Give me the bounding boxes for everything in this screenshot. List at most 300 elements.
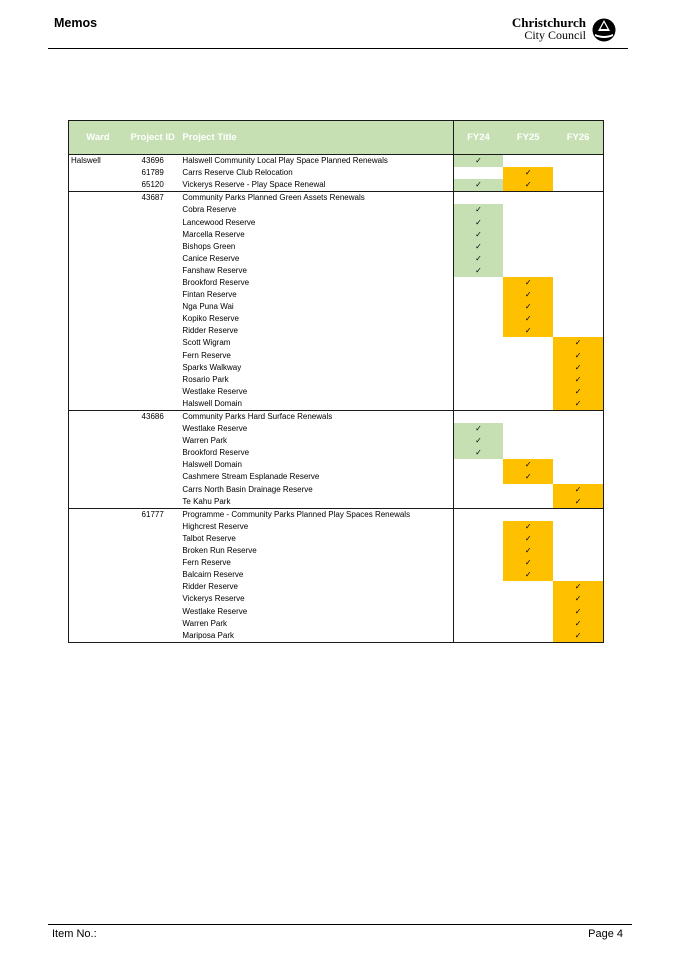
- cell-ward: [69, 496, 125, 509]
- cell-fy26: [553, 313, 603, 325]
- cell-project-title: Nga Puna Wai: [182, 302, 234, 312]
- cell-project-id: [125, 484, 181, 496]
- cell-ward: [69, 337, 125, 349]
- cell-ward: [69, 398, 125, 411]
- cell-project-id: [125, 313, 181, 325]
- table-row: [69, 265, 604, 277]
- cell-project-title: Talbot Reserve: [182, 533, 236, 543]
- cell-fy25: [503, 508, 553, 521]
- cell-ward: [69, 435, 125, 447]
- cell-project-id: [125, 459, 181, 471]
- table-row: [69, 179, 604, 192]
- cell-project-id: [125, 569, 181, 581]
- cell-ward: [69, 350, 125, 362]
- check-icon: ✓: [524, 180, 532, 190]
- cell-fy26: [553, 569, 603, 581]
- cell-project-id: 61777: [125, 508, 181, 521]
- table-row: [69, 459, 604, 471]
- cell-ward: [69, 581, 125, 593]
- cell-fy26: [553, 605, 603, 617]
- cell-fy26: [553, 581, 603, 593]
- table-row: [69, 423, 604, 435]
- col-header-fy25: FY25: [503, 121, 553, 155]
- cell-ward: [69, 362, 125, 374]
- table-row: [69, 398, 604, 411]
- projects-table: [68, 120, 604, 643]
- check-icon: ✓: [475, 229, 482, 239]
- table-row: [69, 605, 604, 617]
- check-icon: ✓: [574, 594, 582, 604]
- cell-project-title: Highcrest Reserve: [182, 521, 249, 531]
- check-icon: ✓: [574, 484, 582, 494]
- cell-ward: [69, 569, 125, 581]
- cell-project-title: Fintan Reserve: [182, 290, 237, 300]
- table-row: [69, 167, 604, 179]
- cell-fy24: [453, 557, 503, 569]
- cell-fy26: [553, 204, 603, 216]
- cell-project-id: [125, 593, 181, 605]
- cell-ward: [69, 229, 125, 241]
- table-row: [69, 253, 604, 265]
- cell-fy24: [453, 325, 503, 337]
- cell-fy24: [453, 386, 503, 398]
- check-icon: ✓: [524, 533, 532, 543]
- cell-project-id: [125, 618, 181, 630]
- cell-fy24: [453, 337, 503, 349]
- table-row: [69, 593, 604, 605]
- cell-project-id: 65120: [141, 180, 164, 190]
- cell-project-title: Westlake Reserve: [182, 606, 248, 616]
- cell-project-title: Vickerys Reserve: [182, 594, 245, 604]
- cell-ward: [69, 313, 125, 325]
- check-icon: ✓: [475, 436, 482, 446]
- table-row: [69, 496, 604, 509]
- cell-project-title: Rosario Park: [182, 374, 229, 384]
- cell-fy24: [453, 374, 503, 386]
- cell-fy24: [453, 229, 503, 241]
- cell-fy26: [553, 533, 603, 545]
- cell-ward: [69, 521, 125, 533]
- cell-project-title: Westlake Reserve: [182, 386, 248, 396]
- cell-fy25: [503, 277, 553, 289]
- cell-project-id: [125, 216, 181, 228]
- cell-fy24: [453, 155, 503, 168]
- cell-fy26: [553, 374, 603, 386]
- cell-fy25: [503, 447, 553, 459]
- cell-fy24: [453, 593, 503, 605]
- cell-fy24: [453, 313, 503, 325]
- cell-project-title: Brookford Reserve: [182, 448, 250, 458]
- cell-ward: [69, 204, 125, 216]
- cell-fy25: [503, 362, 553, 374]
- check-icon: ✓: [574, 386, 582, 396]
- cell-fy24: [453, 289, 503, 301]
- cell-project-id: [125, 362, 181, 374]
- table-row: [69, 471, 604, 483]
- cell-fy26: [553, 192, 603, 205]
- table-row: [69, 362, 604, 374]
- cell-fy26: [553, 410, 603, 423]
- cell-fy24: [453, 253, 503, 265]
- cell-project-title: Halswell Community Local Play Space Planned Renewals: [180, 155, 453, 168]
- col-header-project-title: Project Title: [180, 121, 453, 155]
- cell-project-title: Canice Reserve: [182, 253, 240, 263]
- cell-project-id: [125, 229, 181, 241]
- cell-project-id: [125, 325, 181, 337]
- cell-project-id: [125, 521, 181, 533]
- cell-project-id: [125, 435, 181, 447]
- cell-fy26: [553, 229, 603, 241]
- cell-project-title: Ridder Reserve: [182, 582, 238, 592]
- cell-ward: [69, 423, 125, 435]
- cell-project-title: Community Parks Planned Green Assets Renewals: [180, 192, 453, 205]
- cell-fy26: [553, 423, 603, 435]
- cell-ward: [69, 630, 125, 643]
- cell-fy25: [503, 313, 553, 325]
- cell-fy26: [553, 521, 603, 533]
- cell-ward: [69, 459, 125, 471]
- cell-project-id: [125, 241, 181, 253]
- cell-fy24: [453, 204, 503, 216]
- check-icon: ✓: [574, 582, 582, 592]
- cell-project-title: Sparks Walkway: [182, 362, 242, 372]
- cell-fy24: [453, 216, 503, 228]
- check-icon: ✓: [524, 277, 532, 287]
- cell-fy26: [553, 618, 603, 630]
- table-row: [69, 241, 604, 253]
- cell-project-title: Warren Park: [182, 436, 228, 446]
- cell-fy25: [503, 435, 553, 447]
- cell-ward: [69, 410, 125, 423]
- cell-fy24: [453, 521, 503, 533]
- cell-fy25: [503, 533, 553, 545]
- cell-project-title: Brookford Reserve: [182, 277, 250, 287]
- table-row: [69, 484, 604, 496]
- check-icon: ✓: [475, 156, 482, 166]
- cell-fy26: [553, 362, 603, 374]
- cell-fy24: [453, 630, 503, 643]
- check-icon: ✓: [475, 448, 482, 458]
- cell-fy26: [553, 557, 603, 569]
- col-header-project-id: Project ID: [125, 121, 181, 155]
- cell-fy26: [553, 155, 603, 168]
- cell-project-title: Cashmere Stream Esplanade Reserve: [182, 472, 320, 482]
- cell-project-title: Kopiko Reserve: [182, 314, 239, 324]
- cell-ward: [69, 167, 125, 179]
- cell-project-title: Te Kahu Park: [182, 496, 231, 506]
- cell-ward: [69, 277, 125, 289]
- table-row: [69, 155, 604, 168]
- logo-text-line2: City Council: [524, 28, 586, 42]
- cell-project-id: [125, 557, 181, 569]
- cell-ward: [69, 253, 125, 265]
- check-icon: ✓: [524, 570, 532, 580]
- table-row: [69, 630, 604, 643]
- cell-project-title: Fern Reserve: [182, 350, 231, 360]
- cell-fy24: [453, 410, 503, 423]
- check-icon: ✓: [475, 180, 482, 190]
- cell-ward: [69, 508, 125, 521]
- check-icon: ✓: [524, 521, 532, 531]
- cell-project-id: [125, 253, 181, 265]
- check-icon: ✓: [475, 241, 482, 251]
- cell-ward: [69, 593, 125, 605]
- check-icon: ✓: [475, 253, 482, 263]
- cell-project-id: [125, 398, 181, 411]
- cell-fy24: [453, 569, 503, 581]
- footer-page-number: Page 4: [588, 928, 623, 940]
- cell-ward: [69, 241, 125, 253]
- cell-project-title: Scott Wigram: [182, 338, 231, 348]
- cell-fy25: [503, 545, 553, 557]
- cell-fy26: [553, 216, 603, 228]
- cell-project-title: Halswell Domain: [182, 398, 242, 408]
- cell-ward: [69, 618, 125, 630]
- cell-ward: [69, 605, 125, 617]
- cell-fy25: [503, 192, 553, 205]
- check-icon: ✓: [574, 606, 582, 616]
- cell-fy26: [553, 350, 603, 362]
- check-icon: ✓: [475, 424, 482, 434]
- cell-project-id: [125, 386, 181, 398]
- cell-project-title: Halswell Domain: [182, 460, 242, 470]
- cell-fy25: [503, 569, 553, 581]
- cell-fy24: [453, 265, 503, 277]
- cathedral-emblem-icon: [592, 18, 616, 42]
- cell-fy24: [453, 192, 503, 205]
- cell-ward: [69, 265, 125, 277]
- cell-ward: [69, 192, 125, 205]
- cell-project-title: Westlake Reserve: [182, 424, 248, 434]
- check-icon: ✓: [524, 558, 532, 568]
- cell-fy25: [503, 386, 553, 398]
- cell-fy26: [553, 545, 603, 557]
- cell-ward: Halswell: [69, 155, 125, 168]
- council-logo: [511, 15, 616, 44]
- cell-fy24: [453, 179, 503, 192]
- cell-ward: [69, 374, 125, 386]
- page-header-title: Memos: [54, 16, 98, 30]
- cell-fy24: [453, 398, 503, 411]
- check-icon: ✓: [574, 618, 582, 628]
- cell-fy25: [503, 618, 553, 630]
- cell-fy26: [553, 435, 603, 447]
- cell-fy25: [503, 350, 553, 362]
- cell-ward: [69, 301, 125, 313]
- cell-project-id: 43686: [125, 410, 181, 423]
- cell-project-title: Bishops Green: [182, 241, 236, 251]
- cell-project-title: Ridder Reserve: [182, 326, 238, 336]
- table-row: [69, 229, 604, 241]
- table-row: [69, 289, 604, 301]
- check-icon: ✓: [574, 398, 582, 408]
- footer-item-no: Item No.:: [52, 928, 97, 940]
- cell-fy25: [503, 521, 553, 533]
- cell-project-title: Programme - Community Parks Planned Play Spaces Renewals: [180, 508, 453, 521]
- cell-project-id: [125, 533, 181, 545]
- cell-fy26: [553, 508, 603, 521]
- table-row: [69, 447, 604, 459]
- check-icon: ✓: [475, 265, 482, 275]
- check-icon: ✓: [475, 217, 482, 227]
- cell-project-id: [125, 374, 181, 386]
- check-icon: ✓: [574, 362, 582, 372]
- cell-fy24: [453, 533, 503, 545]
- table-row: [69, 277, 604, 289]
- cell-fy25: [503, 265, 553, 277]
- cell-ward: [69, 533, 125, 545]
- cell-fy24: [453, 581, 503, 593]
- cell-fy26: [553, 496, 603, 509]
- cell-fy25: [503, 216, 553, 228]
- table-row: [69, 350, 604, 362]
- logo-text-line1: Christchurch: [511, 15, 586, 30]
- cell-fy25: [503, 179, 553, 192]
- cell-fy24: [453, 447, 503, 459]
- cell-fy24: [453, 459, 503, 471]
- cell-fy25: [503, 167, 553, 179]
- cell-project-title: Carrs North Basin Drainage Reserve: [182, 484, 313, 494]
- table-row: [69, 386, 604, 398]
- cell-fy25: [503, 241, 553, 253]
- cell-fy26: [553, 447, 603, 459]
- cell-project-id: 43687: [125, 192, 181, 205]
- table-row: [69, 301, 604, 313]
- table-row: [69, 545, 604, 557]
- check-icon: ✓: [574, 374, 582, 384]
- check-icon: ✓: [524, 302, 532, 312]
- cell-project-title: Balcairn Reserve: [182, 570, 244, 580]
- cell-fy26: [553, 630, 603, 643]
- cell-project-id: [125, 337, 181, 349]
- cell-project-id: [125, 423, 181, 435]
- check-icon: ✓: [524, 326, 532, 336]
- cell-fy25: [503, 337, 553, 349]
- cell-project-title: Marcella Reserve: [182, 229, 245, 239]
- cell-fy24: [453, 471, 503, 483]
- cell-ward: [69, 471, 125, 483]
- cell-fy25: [503, 155, 553, 168]
- table-row: [69, 533, 604, 545]
- cell-fy24: [453, 423, 503, 435]
- check-icon: ✓: [524, 314, 532, 324]
- cell-project-title: Mariposa Park: [182, 630, 234, 640]
- cell-project-title: Fern Reserve: [182, 558, 231, 568]
- cell-project-id: [125, 581, 181, 593]
- check-icon: ✓: [524, 290, 532, 300]
- cell-ward: [69, 289, 125, 301]
- col-header-fy26: FY26: [553, 121, 603, 155]
- cell-fy26: [553, 167, 603, 179]
- cell-project-id: [125, 350, 181, 362]
- col-header-ward: Ward: [69, 121, 125, 155]
- cell-project-title: Carrs Reserve Club Relocation: [182, 168, 293, 178]
- cell-fy25: [503, 253, 553, 265]
- table-row: [69, 374, 604, 386]
- cell-fy25: [503, 581, 553, 593]
- cell-fy26: [553, 289, 603, 301]
- cell-project-title: Lancewood Reserve: [182, 217, 256, 227]
- table-row: [69, 313, 604, 325]
- check-icon: ✓: [574, 630, 582, 640]
- check-icon: ✓: [574, 496, 582, 506]
- cell-ward: [69, 447, 125, 459]
- check-icon: ✓: [524, 460, 532, 470]
- check-icon: ✓: [574, 350, 582, 360]
- cell-fy26: [553, 337, 603, 349]
- cell-project-id: [125, 447, 181, 459]
- cell-fy24: [453, 167, 503, 179]
- cell-fy26: [553, 398, 603, 411]
- check-icon: ✓: [524, 472, 532, 482]
- cell-fy25: [503, 557, 553, 569]
- cell-fy26: [553, 325, 603, 337]
- table-row: [69, 204, 604, 216]
- cell-project-title: Community Parks Hard Surface Renewals: [180, 410, 453, 423]
- cell-fy24: [453, 618, 503, 630]
- cell-fy24: [453, 484, 503, 496]
- cell-fy25: [503, 325, 553, 337]
- check-icon: ✓: [574, 338, 582, 348]
- cell-fy25: [503, 630, 553, 643]
- cell-fy24: [453, 277, 503, 289]
- cell-fy25: [503, 301, 553, 313]
- cell-fy26: [553, 484, 603, 496]
- cell-fy26: [553, 277, 603, 289]
- table-header-row: [69, 121, 604, 155]
- cell-fy25: [503, 423, 553, 435]
- cell-fy26: [553, 459, 603, 471]
- cell-fy25: [503, 459, 553, 471]
- table-body: [69, 155, 604, 643]
- cell-fy24: [453, 241, 503, 253]
- cell-project-id: [125, 496, 181, 509]
- check-icon: ✓: [524, 546, 532, 556]
- table-row: [69, 216, 604, 228]
- cell-project-id: [125, 204, 181, 216]
- cell-ward: [69, 179, 125, 192]
- cell-fy25: [503, 398, 553, 411]
- cell-fy25: [503, 471, 553, 483]
- cell-ward: [69, 386, 125, 398]
- table-row: [69, 581, 604, 593]
- cell-fy26: [553, 301, 603, 313]
- footer-rule: [48, 924, 632, 925]
- table-row: [69, 410, 604, 423]
- table-row: [69, 569, 604, 581]
- cell-project-title: Cobra Reserve: [182, 205, 237, 215]
- cell-ward: [69, 216, 125, 228]
- cell-project-id: [125, 277, 181, 289]
- cell-fy26: [553, 179, 603, 192]
- cell-fy26: [553, 593, 603, 605]
- cell-project-id: [125, 471, 181, 483]
- cell-fy25: [503, 229, 553, 241]
- cell-fy24: [453, 362, 503, 374]
- cell-fy24: [453, 545, 503, 557]
- cell-ward: [69, 325, 125, 337]
- col-header-fy24: FY24: [453, 121, 503, 155]
- cell-project-title: Fanshaw Reserve: [182, 265, 247, 275]
- cell-ward: [69, 545, 125, 557]
- table-row: [69, 557, 604, 569]
- cell-fy25: [503, 484, 553, 496]
- cell-fy25: [503, 593, 553, 605]
- cell-fy24: [453, 496, 503, 509]
- check-icon: ✓: [524, 168, 532, 178]
- cell-ward: [69, 557, 125, 569]
- table-row: [69, 435, 604, 447]
